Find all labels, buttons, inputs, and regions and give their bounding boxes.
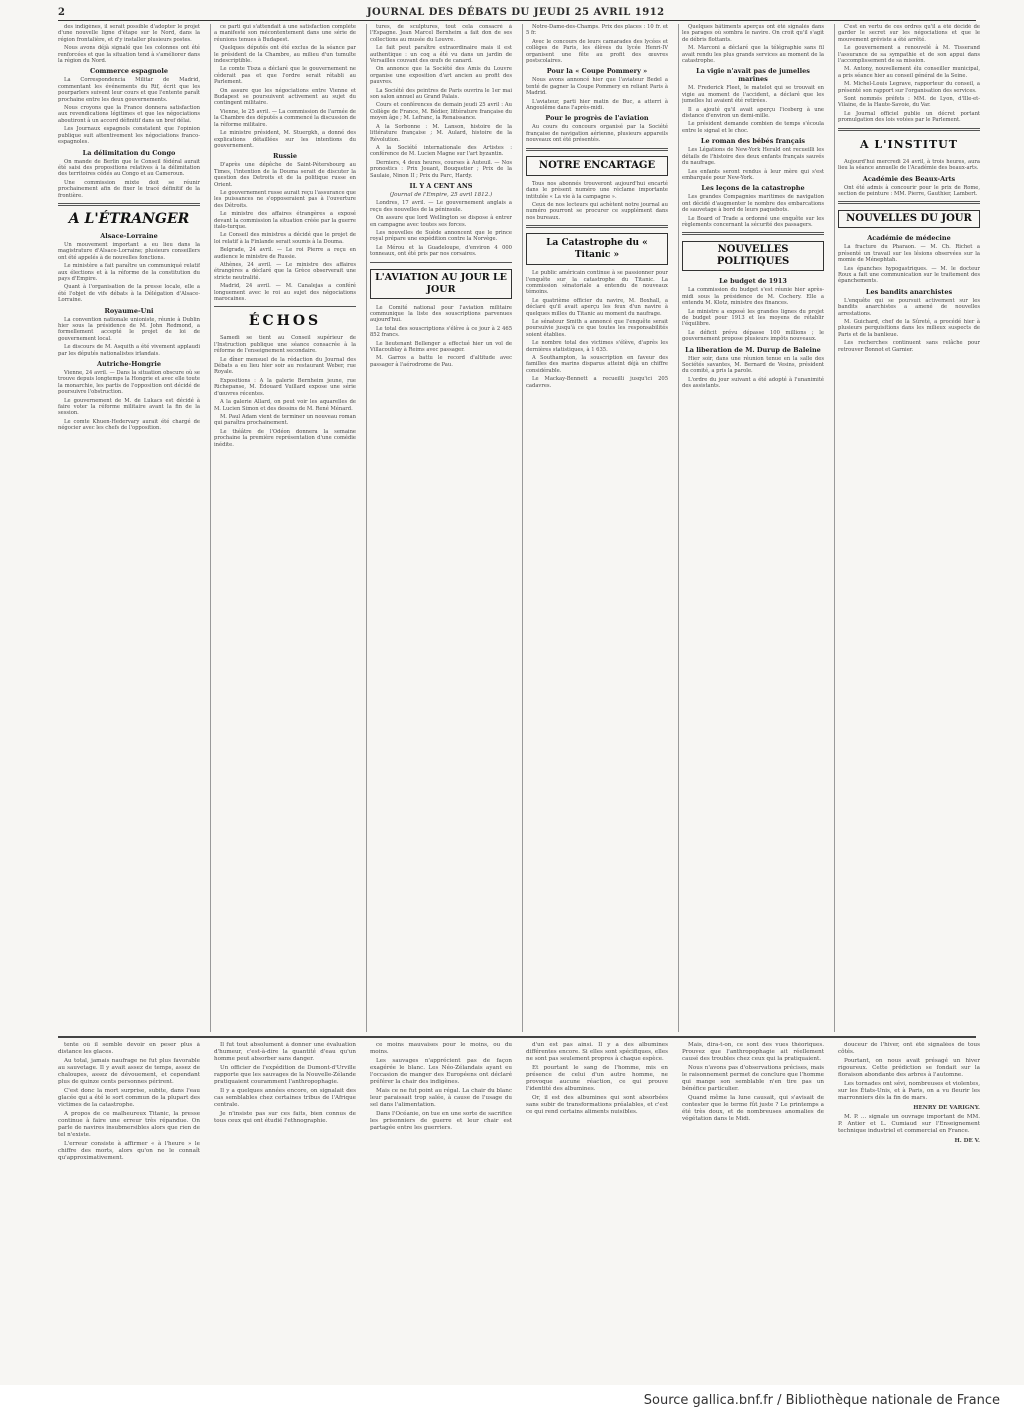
royaume-uni-heading: Royaume-Uni	[104, 306, 154, 315]
lower-column-2: Il fut tout absolument à donner une évaluation d'humeur, c'est-à-dire la quantité d'eau qu'un homme peut absorber sans danger. Un officier de l'expédition de Dumont-d'Urville rapporte que les sauvages de la Nouvelle-Zélande pratiquaient couramment l'anthropophagie. Il y a quelques années encore, on signalait des cas semblables chez certaines tribus de l'Afrique centrale. Je n'insiste pas sur ces faits, bien connus de tous ceux qui ont étudié l'ethnographie.	[214, 1042, 356, 1124]
budget-heading: Le budget de 1913	[719, 277, 787, 286]
lower-column-3: ce moins mauvaises pour le moins, ou du moins. Les sauvages n'apprécient pas de façon exagérée le blanc. Les Néo-Zélandais ayant eu l'occasion de manger des Européens ont déclaré préférer la chair des indigènes. Mais ce ne fut point au régal. La chair du blanc leur paraissait trop salée, à cause de l'usage du sel dans l'alimentation. Dans l'Océanie, on tue en une sorte de sacrifice les prisonniers de guerre et leur chair est partagée entre les guerriers.	[370, 1042, 512, 1131]
echos-heading: ÉCHOS	[248, 313, 322, 330]
rabelais-heading: La liberation de M. Durup de Baleine	[685, 345, 821, 354]
upper-columns	[58, 24, 980, 1032]
nouvelles-jour-heading: NOUVELLES DU JOUR	[838, 210, 980, 228]
bandits-heading: Les bandits anarchistes	[865, 287, 953, 296]
coupe-heading: Pour la « Coupe Pommery »	[546, 67, 648, 76]
etranger-heading: A L'ÉTRANGER	[68, 210, 190, 227]
autriche-heading: Autriche-Hongrie	[97, 360, 161, 369]
beaux-arts-heading: Académie des Beaux-Arts	[862, 174, 956, 183]
section-heading-congo: La délimitation du Congo	[82, 148, 176, 157]
medecine-heading: Académie de médecine	[867, 234, 951, 243]
lower-column-5: Mais, dira-t-on, ce sont des vues théoriques. Prouvez que l'anthropophagie ait réellement causé des troubles chez ceux qui la pratiquaient. Nous n'avons pas d'observations précises, mais le raisonnement permet de conclure que l'homme qui mange son semblable n'en tire pas un bénéfice particulier. Quand même la lune causait, qui s'avisait de contester que le terme fût juste ? Le printemps a été très doux, et de nombreuses anomalies de végétation dans le Midi.	[682, 1042, 824, 1122]
source-credit: Source gallica.bnf.fr / Bibliothèque nationale de France	[643, 1393, 1000, 1408]
signature-varigny: HENRY DE VARIGNY.	[913, 1105, 980, 1111]
titanic-heading: La Catastrophe du « Titanic »	[526, 233, 668, 265]
politiques-heading: NOUVELLES POLITIQUES	[682, 241, 824, 271]
russie-heading: Russie	[272, 152, 298, 161]
journal-title: JOURNAL DES DÉBATS DU JEUDI 25 AVRIL 1912	[366, 6, 665, 18]
aviation-pour-heading: Pour le progrès de l'aviation	[545, 114, 649, 123]
section-heading-commerce: Commerce espagnole	[90, 67, 168, 76]
column-5: Quelques bâtiments aperçus ont été signalés dans les parages où sombra le navire. On croit qu'il s'agit de débris flottants. M. Marconi a déclaré que la télégraphie sans fil avait rendu les plus grands services au moment de la catastrophe. La vigie n'avait pas de jumelles marines M. Frederick Fleet, le matelot qui se trouvait en vigie au moment de l'accident, a déclaré que les jumelles lui avaient été retirées. Il a ajouté qu'il avait aperçu l'iceberg à une distance d'environ un demi-mille. Le président demande combien de temps s'écoula entre le signal et le choc. Le roman des bébés français Les Légations de New-York Herald ont recueilli les détails de l'histoire des deux enfants français sauvés du naufrage. Les enfants seront rendus à leur mère qui s'est embarquée pour New-York. Les leçons de la catastrophe Les grandes Compagnies maritimes de navigation ont décidé d'augmenter le nombre des embarcations de sauvetage à bord de leurs paquebots. Le Board of Trade a ordonné une enquête sur les règlements concernant la sécurité des passagers. NOUVELLES POLITIQUES Le budget de 1913 La commission du budget s'est réunie hier après-midi sous la présidence de M. Cochery. Elle a entendu M. Klotz, ministre des finances. Le ministre a exposé les grandes lignes du projet de budget pour 1913 et les moyens de rétablir l'équilibre. Le déficit prévu dépasse 100 millions ; le gouvernement propose plusieurs impôts nouveaux. La liberation de M. Durup de Baleine Hier soir, dans une réunion tenue en la salle des Sociétés savantes, M. Bernard de Vesins, président du comité, a pris la parole. L'ordre du jour suivant a été adopté à l'unanimité des assistants.	[682, 24, 824, 390]
column-2: ce parti qui s'attendait à une satisfaction complète a manifesté son mécontentement dans une série de réunions tenues à Budapest. Quelques députés ont été exclus de la séance par le président de la Chambre, au milieu d'un tumulte indescriptible. Le comte Tisza a déclaré que le gouvernement ne céderait pas et que l'ordre serait rétabli au Parlement. On assure que les négociations entre Vienne et Budapest se poursuivent activement au sujet du contingent militaire. Vienne, le 25 avril. — La commission de l'armée de la Chambre des députés a commencé la discussion de la réforme militaire. Le ministre président, M. Stuergkh, a donné des explications détaillées sur les intentions du gouvernement. Russie D'après une dépêche de Saint-Pétersbourg au Times, l'intention de la Douma serait de discuter la question des Detroits et de la politique russe en Orient. Le gouvernement russe aurait reçu l'assurance que les puissances ne s'opposeraient pas à l'ouverture des Détroits. Le ministre des affaires étrangères a exposé devant la commission la situation créée par la guerre italo-turque. Le Conseil des ministres a décidé que le projet de loi relatif à la Finlande serait soumis à la Douma. Belgrade, 24 avril. — Le roi Pierre a reçu en audience le ministre de Russie. Athènes, 24 avril. — Le ministre des affaires étrangères a déclaré que la Grèce observerait une stricte neutralité. Madrid, 24 avril. — M. Canalejas a conféré longuement avec le roi au sujet des négociations marocaines. ÉCHOS Samedi se tient au Conseil supérieur de l'Instruction publique une séance consacrée à la réforme de l'enseignement secondaire. Le dîner mensuel de la rédaction du Journal des Débats a eu lieu hier soir au restaurant Weber, rue Royale. Expositions : A la galerie Bernheim jeune, rue Richepanse, M. Édouard Vuillard expose une série d'œuvres récentes. A la galerie Allard, on peut voir les aquarelles de M. Lucien Simon et des dessins de M. René Ménard. M. Paul Adam vient de terminer un nouveau roman qui paraîtra prochainement. Le théâtre de l'Odéon donnera la semaine prochaine la première représentation d'une comédie inédite.	[214, 24, 356, 448]
masthead	[58, 4, 976, 21]
roman-heading: Le roman des bébés français	[700, 137, 806, 146]
page-number: 2	[58, 6, 66, 18]
column-6: C'est en vertu de ces ordres qu'il a été décidé de garder le secret sur les négociations et que le mouvement gréviste a été arrêté. Le gouvernement a renouvelé à M. Tisserand l'assurance de sa sympathie et de son appui dans l'accomplissement de sa mission. M. Antony, nouvellement élu conseiller municipal, a pris séance hier au conseil général de la Seine. M. Michel-Louis Legrave, rapporteur du conseil, a présenté son rapport sur l'organisation des services. Sont nommés préfets : MM. de Lyon, d'Ille-et-Vilaine, de la Haute-Savoie, du Var. Le Journal officiel publie un décret portant promulgation des lois votées par le Parlement. A L'INSTITUT Aujourd'hui mercredi 24 avril, à trois heures, aura lieu la séance annuelle de l'Académie des beaux-arts. Académie des Beaux-Arts Ont été admis à concourir pour le prix de Rome, section de peinture : MM. Pierre, Gauthier, Lambert. NOUVELLES DU JOUR Académie de médecine La fracture du Pharaon. — M. Ch. Richet a présenté un travail sur les lésions observées sur la momie de Ménephtah. Les épanches hypogastriques. — M. le docteur Roux a fait une communication sur le traitement des épanchements. Les bandits anarchistes L'enquête qui se poursuit activement sur les bandits anarchistes a amené de nouvelles arrestations. M. Guichard, chef de la Sûreté, a procédé hier à plusieurs perquisitions dans les milieux suspects de Paris et de la banlieue. Les recherches continuent sans relâche pour retrouver Bonnot et Garnier.	[838, 24, 980, 353]
signature-initials: H. DE V.	[954, 1138, 980, 1144]
lower-column-1: tente où il semble devoir en peser plus à distance les glaces. Au total, jamais naufrage ne fut plus favorable au sauvetage. Il y avait assez de temps, assez de chaloupes, assez de dévouement, et cependant plus de quinze cents personnes périrent. C'est donc la mort surprise, subite, dans l'eau glacée qui a été le sort commun de la plupart des victimes de la catastrophe. A propos de ce malheureux Titanic, la presse continue à faire une erreur très répandue. On parle de navires insubmersibles alors que rien de tel n'existe. L'erreur consiste à affirmer « à l'heure » le chiffre des morts, alors qu'on ne le connaît qu'approximativement.	[58, 1042, 200, 1161]
alsace-heading: Alsace-Lorraine	[100, 231, 158, 240]
aviation-heading: L'AVIATION AU JOUR LE JOUR	[370, 269, 512, 299]
column-1: des indigènes, il serait possible d'adopter le projet d'une nouvelle ligne d'étape sur le Nord, dans la région frontalière, et d'y installer plusieurs postes. Nous avons déjà signalé que les colonnes ont été renforcées et que la situation tend à s'améliorer dans la région du Nord. Commerce espagnole La Correspondencia Militar de Madrid, commentant les événements du Rif, écrit que les pourparlers suivent leur cours et que l'entente paraît prochaine entre les deux gouvernements. Nous croyons que la France donnera satisfaction aux revendications légitimes et que les négociations aboutiront à un accord définitif dans un bref délai. Les Journaux espagnols constatent que l'opinion publique suit attentivement les négociations franco-espagnoles. La délimitation du Congo On mande de Berlin que le Conseil fédéral aurait été saisi des propositions relatives à la délimitation des territoires cédés au Congo et au Cameroun. Une commission mixte doit se réunir prochainement afin de fixer le tracé définitif de la frontière. A L'ÉTRANGER Alsace-Lorraine Un mouvement important a eu lieu dans la magistrature d'Alsace-Lorraine; plusieurs conseillers ont été appelés à de nouvelles fonctions. Le ministère a fait paraître un communiqué relatif aux élections et à la réforme de la constitution du pays d'Empire. Quant à l'organisation de la presse locale, elle a été l'objet de vifs débats à la Délégation d'Alsace-Lorraine. Royaume-Uni La convention nationale unioniste, réunie à Dublin hier sous la présidence de M. John Redmond, a formellement accepté le projet de loi de gouvernement local. Le discours de M. Asquith a été vivement applaudi par les députés nationalistes irlandais. Autriche-Hongrie Vienne, 24 avril. — Dans la situation obscure où se trouve depuis longtemps la Hongrie et avec elle toute la monarchie, les partis de l'opposition ont décidé de poursuivre l'obstruction. Le gouvernement de M. de Lukacs est décidé à faire voter la réforme militaire avant la fin de la session. Le comte Khuen-Hedervary aurait été chargé de négocier avec les chefs de l'opposition.	[58, 24, 200, 432]
column-4: Notre-Dame-des-Champs. Prix des places : 10 fr. et 5 fr. Avec le concours de leurs camarades des lycées et collèges de Paris, les élèves du lycée Henri-IV organisent une fête au profit des œuvres postscolaires. Pour la « Coupe Pommery » Nous avons annoncé hier que l'aviateur Bedel a tenté de gagner la Coupe Pommery en reliant Paris à Madrid. L'aviateur, parti hier matin de Buc, a atterri à Angoulême dans l'après-midi. Pour le progrès de l'aviation Au cours du concours organisé par la Société française de navigation aérienne, plusieurs appareils nouveaux ont été présentés. NOTRE ENCARTAGE Tous nos abonnés trouveront aujourd'hui encarté dans le présent numéro une réclame importante intitulée « La vie à la campagne ». Ceux de nos lecteurs qui achètent notre journal au numéro pourront se procurer ce supplément dans nos bureaux. La Catastrophe du « Titanic » Le public américain continue à se passionner pour l'enquête sur la catastrophe du Titanic. La commission sénatoriale a entendu de nouveaux témoins. Le quatrième officier du navire, M. Boxhall, a déclaré qu'il avait aperçu les feux d'un navire à quelques milles du Titanic au moment du naufrage. Le sénateur Smith a annoncé que l'enquête serait poursuivie jusqu'à ce que toutes les responsabilités soient établies. Le nombre total des victimes s'élève, d'après les dernières statistiques, à 1 635. A Southampton, la souscription en faveur des familles des marins disparus atteint déjà un chiffre considérable. Le Mackay-Bennett a recueilli jusqu'ici 205 cadavres.	[526, 24, 668, 389]
footer	[0, 1385, 1024, 1415]
column-3: tures, de sculptures, tout cela consacré à l'Espagne. Jean Marcel Bernheim a fait don de ses collections au musée du Louvre. Le fait peut paraître extraordinaire mais il est authentique : un coq a été vu dans un jardin de Versailles couvant des œufs de canard. On annonce que la Société des Amis du Louvre organise une exposition d'art ancien au profit des pauvres. La Société des peintres de Paris ouvrira le 1er mai son salon annuel au Grand Palais. Cours et conférences de demain jeudi 25 avril : Au Collège de France, M. Bédier, littérature française du moyen âge ; M. Lefranc, la Renaissance. A la Sorbonne : M. Lanson, histoire de la littérature française ; M. Aulard, histoire de la Révolution. A la Société internationale des Artistes : conférence de M. Lucien Magne sur l'art byzantin. Derniers, 4 deux heures, courses à Auteuil. — Nos pronostics : Prix Jouant, Bouquetier ; Prix de la Saulaie, Ninon II ; Prix du Parc, Hardy. IL Y A CENT ANS (Journal de l'Empire, 25 avril 1812.) Londres, 17 avril. — Le gouvernement anglais a reçu des nouvelles de la péninsule. On assure que lord Wellington se dispose à entrer en campagne avec toutes ses forces. Les nouvelles de Suède annoncent que le prince royal prépare une expédition contre la Norvège. Le Mérou et la Guadeloupe, d'environ 4 000 tonneaux, ont été pris par nos corsaires. L'AVIATION AU JOUR LE JOUR Le Comité national pour l'aviation militaire communique la liste des souscriptions parvenues aujourd'hui. Le total des souscriptions s'élève à ce jour à 2 465 852 francs. Le lieutenant Bellenger a effectué hier un vol de Villacoublay à Reims avec passager. M. Garros a battu le record d'altitude avec passager à l'aérodrome de Pau.	[370, 24, 512, 368]
vigie-heading: La vigie n'avait pas de jumelles marines	[696, 67, 810, 84]
lower-column-4: d'un est pas ainsi. Il y a des albumines différentes encore. Si elles sont spécifiques, elles ne sont pas seulement propres à chaque espèce. Et pourtant le sang de l'homme, mis en présence de celui d'un autre homme, ne provoque aucune réaction, ce qui prouve l'identité des albumines. Or, il est des albumines qui sont absorbées sans subir de transformations préalables, et c'est ce qui rend certains aliments nuisibles.	[526, 1042, 668, 1115]
institut-heading: A L'INSTITUT	[860, 137, 958, 151]
fold-divider	[58, 1036, 976, 1038]
encartage-heading: NOTRE ENCARTAGE	[526, 156, 668, 176]
lower-feuilleton	[58, 1042, 980, 1342]
il-y-a-heading: IL Y A CENT ANS	[409, 181, 473, 190]
lower-column-6: douceur de l'hiver, ont été signalées de tous côtés. Pourtant, on nous avait présagé un hiver rigoureux. Cette prédiction se fondait sur la floraison abondante des arbres à l'automne. Les tornades ont sévi, nombreuses et violentes, sur les États-Unis, et à Paris, on a vu fleurir les marronniers dès la fin de mars. HENRY DE VARIGNY. M. P. ... signale un ouvrage important de MM. P. Antier et L. Cumiaud sur l'Enseignement technique industriel et commercial en France. H. DE V.	[838, 1042, 980, 1144]
lecons-heading: Les leçons de la catastrophe	[701, 184, 805, 193]
